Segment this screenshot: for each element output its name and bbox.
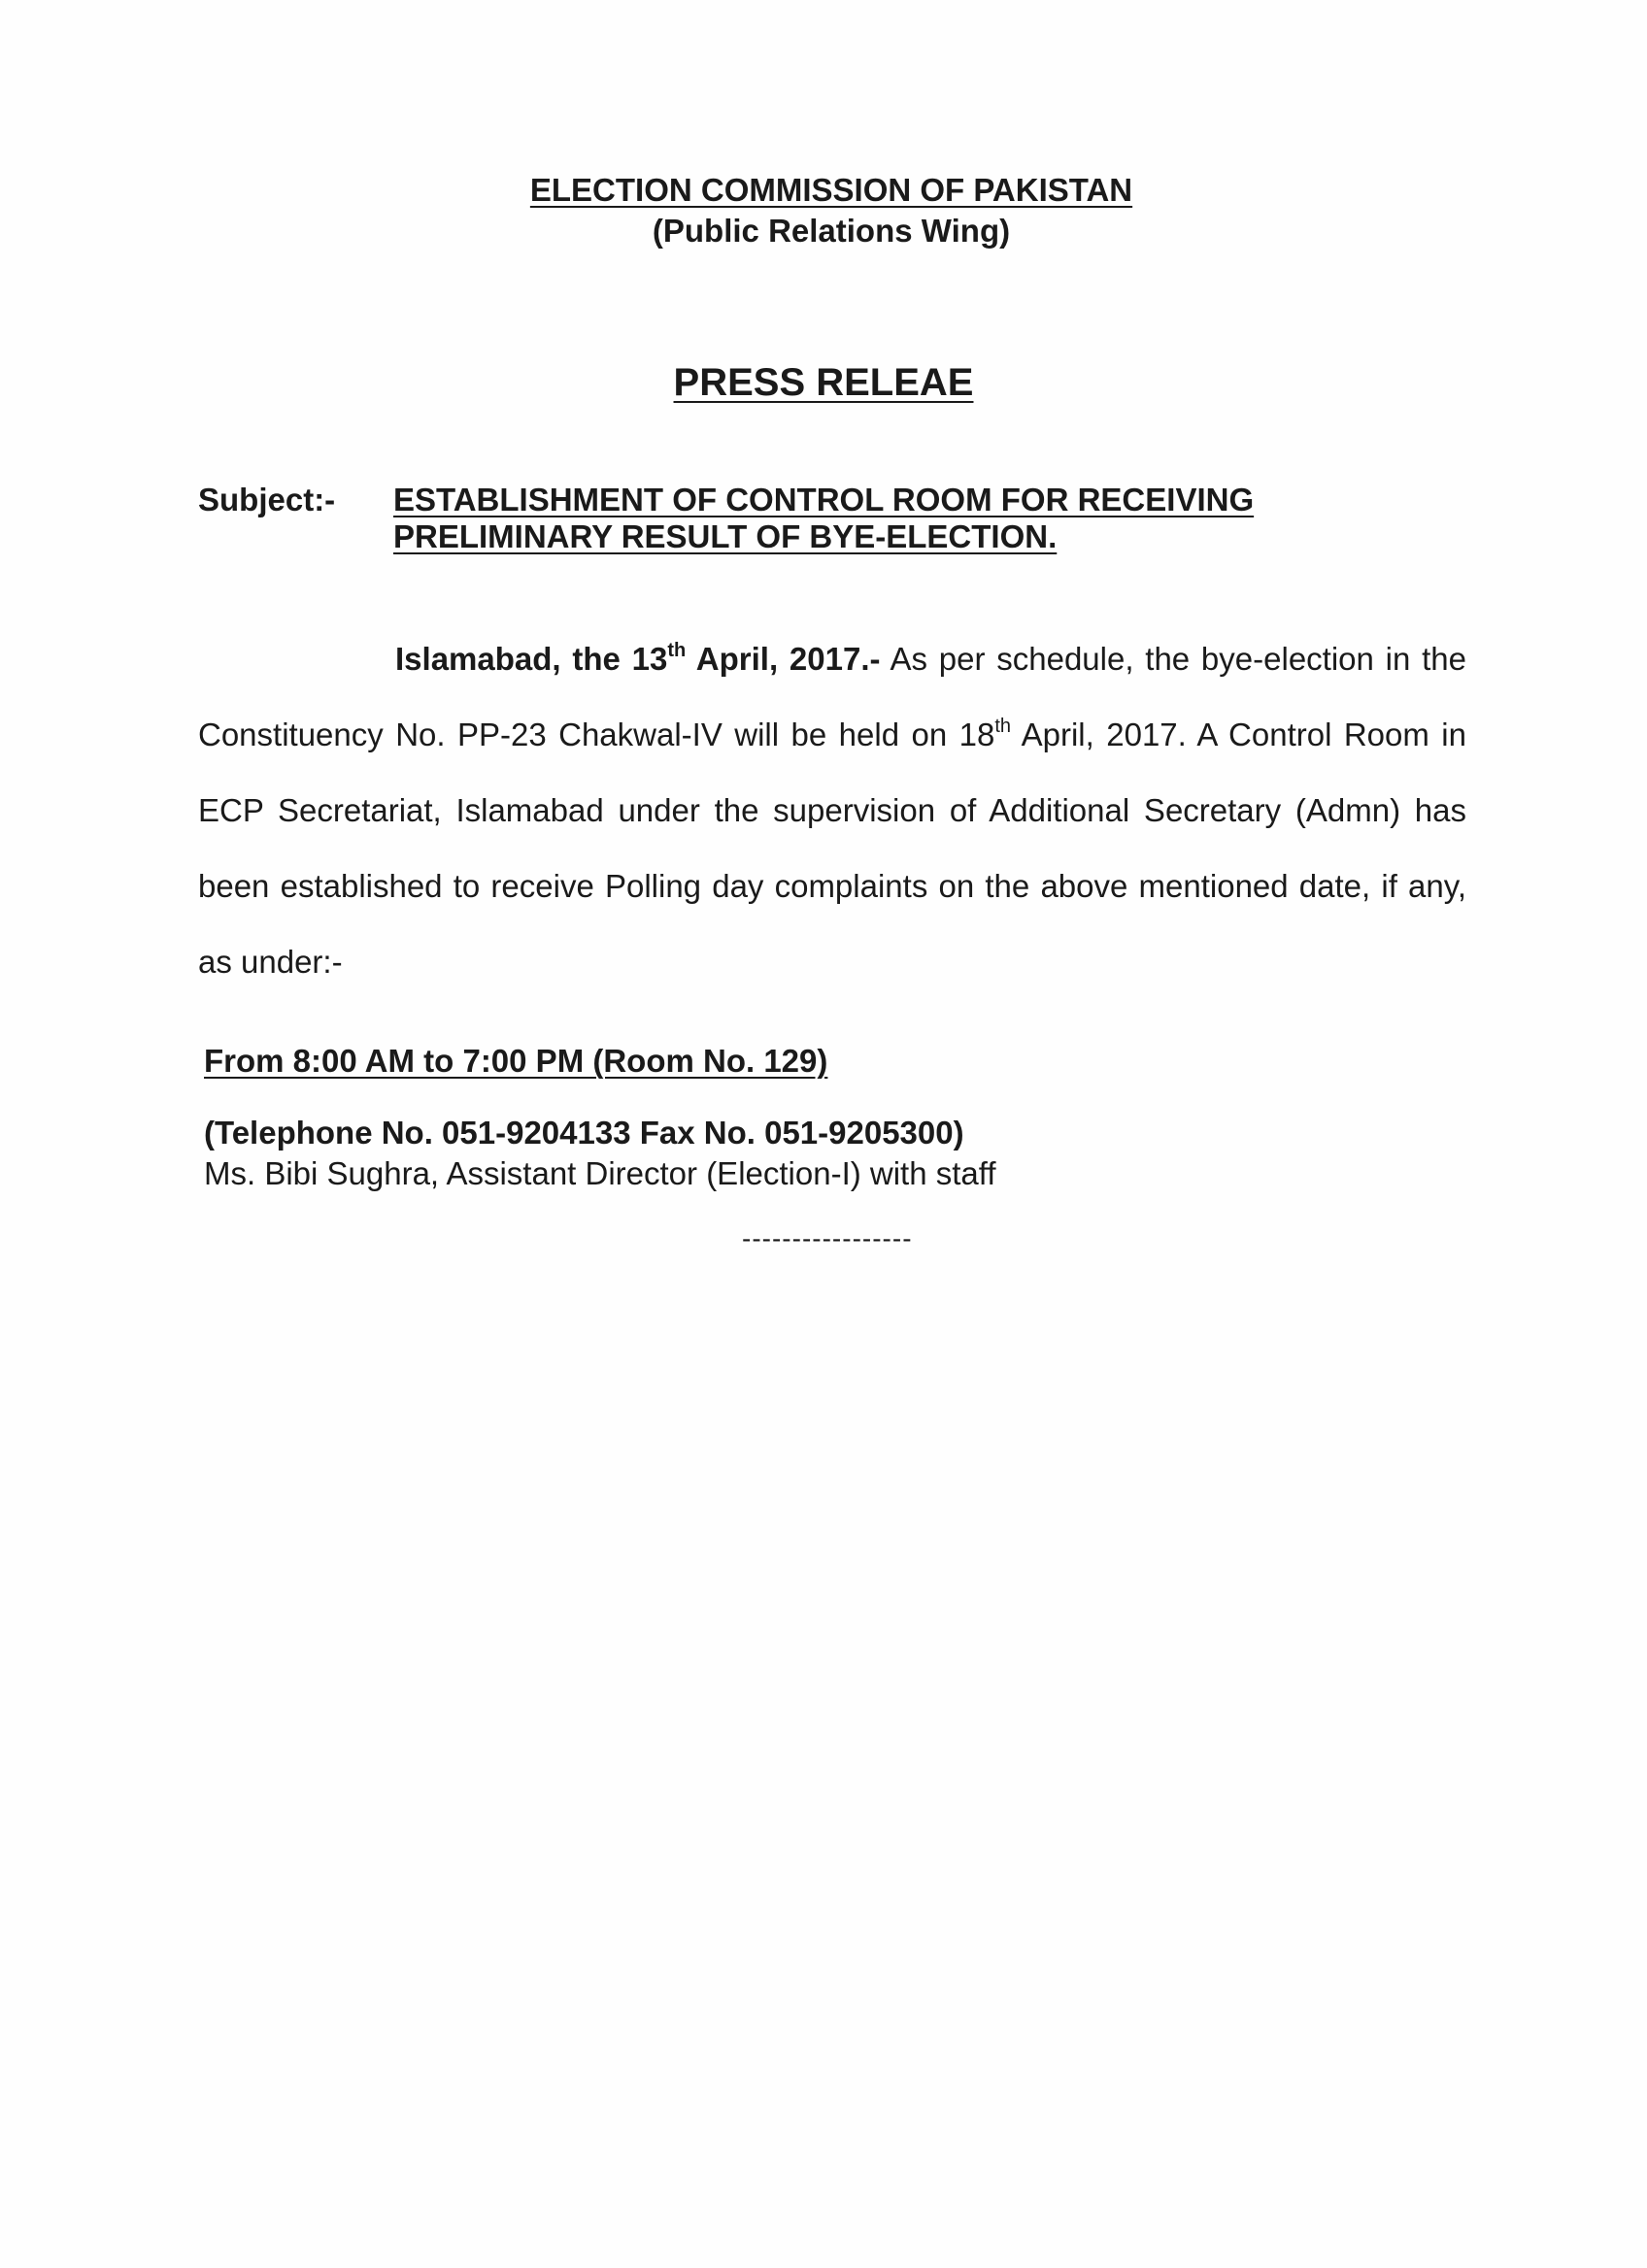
dateline: [395, 641, 881, 677]
subject-label: Subject:-: [198, 482, 336, 517]
schedule-line: From 8:00 AM to 7:00 PM (Room No. 129): [204, 1043, 828, 1079]
wing-heading: (Public Relations Wing): [652, 213, 1011, 249]
dateline-prefix: Islamabad, the 13: [395, 641, 668, 677]
organization-heading: ELECTION COMMISSION OF PAKISTAN: [529, 172, 1133, 208]
dateline-suffix: April, 2017.-: [686, 641, 881, 677]
dateline-superscript: th: [667, 640, 687, 661]
body-text-part-2: April, 2017. A Control Room in ECP Secretariat, Islamabad under the supervision of Additional Secretary (Admn) has been established to receive Polling day complaints on the above mentioned date, if any, as under:-: [198, 717, 1466, 980]
body-text-part-1: As per schedule, the bye-election in the Constituency No. PP-23 Chakwal-IV will be held on 18: [198, 641, 1466, 752]
officer-line: Ms. Bibi Sughra, Assistant Director (Election-I) with staff: [204, 1155, 996, 1191]
contact-line: (Telephone No. 051-9204133 Fax No. 051-9205300): [204, 1115, 964, 1151]
subject-text: ESTABLISHMENT OF CONTROL ROOM FOR RECEIVING PRELIMINARY RESULT OF BYE-ELECTION.: [393, 482, 1255, 554]
body-paragraph: [198, 621, 1466, 1000]
document-title: PRESS RELEAE: [673, 361, 974, 404]
body-superscript: th: [994, 716, 1012, 737]
end-rule: -----------------: [742, 1223, 913, 1253]
